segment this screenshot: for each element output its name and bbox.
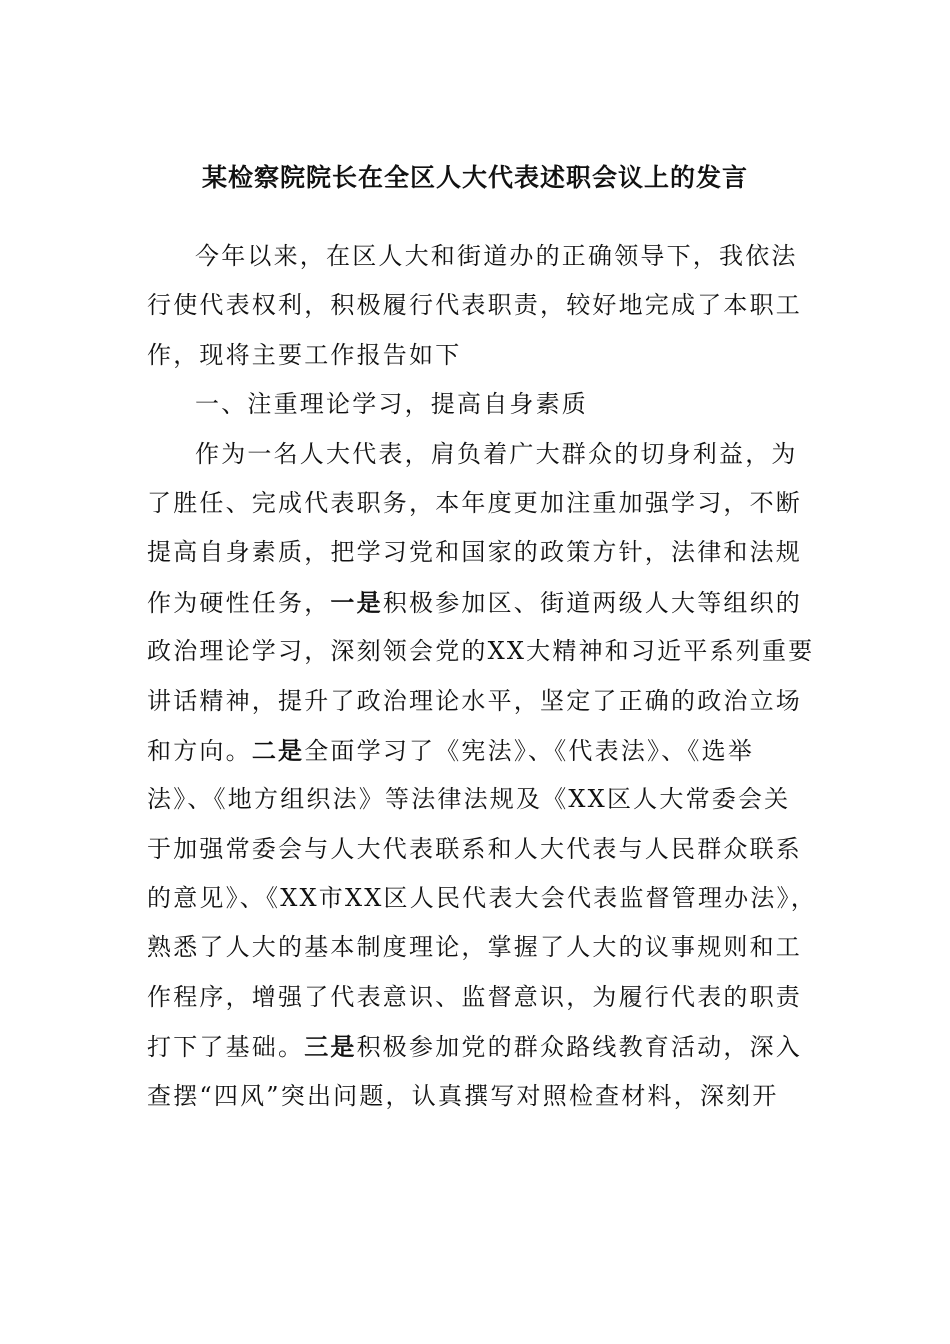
bold-marker: 三是 [304,1032,357,1062]
paragraph-line: 查摆“四风”突出问题，认真撰写对照检查材料，深刻开 [147,1081,779,1110]
bold-marker: 一是 [330,587,383,617]
line-text: 和方向。 [147,736,252,765]
section-heading: 一、注重理论学习，提高自身素质 [195,390,588,419]
paragraph-line: 熟悉了人大的基本制度理论，掌握了人大的议事规则和工 [147,933,802,962]
paragraph-line: 了胜任、完成代表职务，本年度更加注重加强学习，不断 [147,488,802,517]
paragraph-line: 行使代表权利，积极履行代表职责，较好地完成了本职工 [147,291,802,320]
paragraph-line: 讲话精神，提升了政治理论水平，坚定了正确的政治立场 [147,686,802,715]
paragraph-line: 的意见》、《XX市XX区人民代表大会代表监督管理办法》， [147,884,817,913]
line-text: 全面学习了《宪法》、《代表法》、《选举 [304,736,755,765]
paragraph-line: 于加强常委会与人大代表联系和人大代表与人民群众联系 [147,834,802,863]
bold-marker: 二是 [251,735,305,765]
line-text: 作为硬性任务， [147,588,331,617]
paragraph-line [147,726,807,775]
paragraph-line: 法》、《地方组织法》等法律法规及《XX区人大常委会关 [147,785,791,814]
paragraph-line [147,1022,807,1071]
document-body [147,232,817,1121]
paragraph-line: 作为一名人大代表，肩负着广大群众的切身利益，为 [195,439,798,468]
paragraph-line [147,578,807,627]
paragraph-line: 作程序，增强了代表意识、监督意识，为履行代表的职责 [147,982,802,1011]
paragraph-line: 作，现将主要工作报告如下 [147,340,462,369]
line-text: 打下了基础。 [147,1033,305,1062]
document-title: 某检察院院长在全区人大代表述职会议上的发言 [201,163,748,192]
line-text: 积极参加区、街道两级人大等组织的 [382,588,803,617]
paragraph-line: 政治理论学习，深刻领会党的XX大精神和习近平系列重要 [147,637,815,666]
paragraph-line: 提高自身素质，把学习党和国家的政策方针，法律和法规 [147,538,802,567]
line-text: 积极参加党的群众路线教育活动，深入 [356,1033,803,1062]
paragraph-line: 今年以来，在区人大和街道办的正确领导下，我依法 [195,242,798,270]
